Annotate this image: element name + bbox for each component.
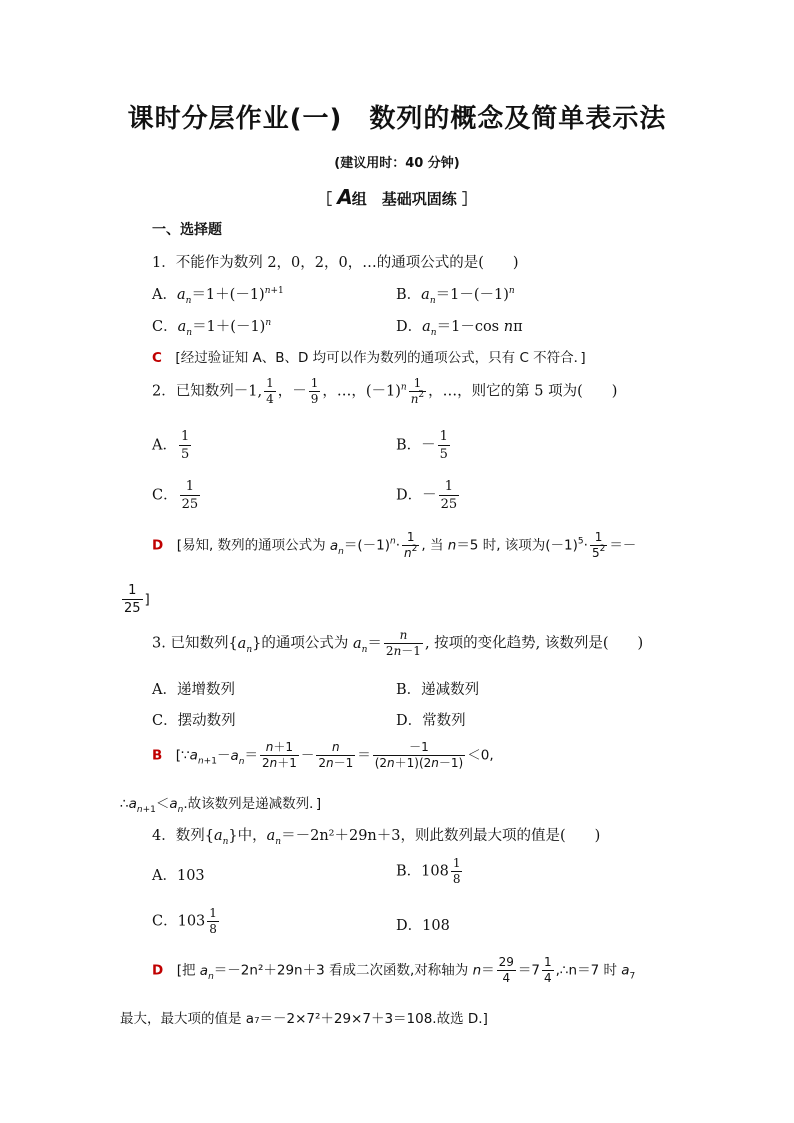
question-3-option-c: C．摆动数列	[152, 713, 236, 729]
question-4-option-c: C．103 $\frac{1}{8}$	[152, 906, 217, 936]
question-4-solution: D [把 $a_n=-2n^2+29n+3$ 看成二次函数,对称轴为 n＝ $\frac{29}{4}$ ＝7 $\frac{1}{4}$ ,∴n＝7 时 $a_7$	[152, 955, 636, 985]
question-2-stem: 2．已知数列－1, $\frac{1}{4}$ ，－ $\frac{1}{9}$ ，…，$(-1)^n$ $\frac{1}{n^2}$ ，…，则它的第 5 项为( )	[152, 376, 618, 406]
question-3-answer: B	[152, 747, 163, 764]
question-4-option-d: D．108	[396, 918, 450, 934]
question-3-option-b: B．递减数列	[396, 682, 480, 698]
question-3-option-a: A．递增数列	[152, 682, 235, 698]
time-note: (建议用时：40 分钟)	[334, 156, 460, 171]
group-letter: A	[337, 185, 352, 209]
question-1-option-c: C．$a_n=1+(-1)^n$	[152, 318, 272, 338]
question-4-stem: 4．数列$\{a_n\}$中，$a_n=-2n^2+29n+3$，则此数列最大项的值是( )	[152, 828, 601, 847]
question-4-solution-cont: 最大，最大项的值是 a₇＝－2×7²＋29×7＋3＝108.故选 D.]	[120, 1011, 488, 1027]
page-title: 课时分层作业(一) 数列的概念及简单表示法	[127, 104, 667, 134]
question-1-answer: C	[152, 350, 162, 366]
question-1-stem: 1．不能作为数列 2，0，2，0，…的通项公式的是( )	[152, 255, 519, 271]
question-1-solution: C [经过验证知 A、B、D 均可以作为数列的通项公式，只有 C 不符合．]	[152, 350, 586, 366]
question-2-option-b: B．－ $\frac{1}{5}$	[396, 429, 448, 462]
question-1-option-b: B．$a_n=1-(-1)^n$	[396, 286, 515, 306]
question-3-stem: 3. 已知数列$\{a_n\}$的通项公式为 $a_n=$ $\frac{n}{2n-1}$ , 按项的变化趋势, 该数列是( )	[152, 628, 644, 658]
question-3-option-d: D．常数列	[396, 713, 466, 729]
question-2-solution-cont: $\frac{1}{25}$ ]	[124, 583, 150, 616]
question-2-option-c: C． $\frac{1}{25}$	[152, 479, 199, 512]
group-label: 组 基础巩固练	[351, 190, 457, 208]
question-4-option-b: B．108 $\frac{1}{8}$	[396, 856, 461, 886]
question-4-answer: D	[152, 962, 164, 979]
question-2-answer: D	[152, 537, 164, 554]
group-heading: ［ A组 基础巩固练 ］	[317, 185, 477, 209]
section-heading: 一、选择题	[152, 222, 222, 238]
question-3-solution: B [$\because a_{n+1}-a_n=$ $\frac{n+1}{2n+1}$ － $\frac{n}{2n-1}$ ＝ $\frac{-1}{(2n+1)(2n-1)}$ ＜0,	[152, 740, 494, 770]
question-2-solution: D [易知, 数列的通项公式为 $a_n=(-1)^n\cdot$ $\frac{1}{n^2}$ , 当 n＝5 时, 该项为$(-1)^5\cdot$ $\frac{1}{5^2}$ ＝－	[152, 530, 637, 560]
question-1-option-d: D．$a_n=1-\cos$ nπ	[396, 319, 523, 338]
question-2-option-d: D．－ $\frac{1}{25}$	[396, 479, 458, 512]
question-1-option-a: A．$a_n=1+(-1)^{n+1}$	[152, 286, 284, 306]
question-3-solution-cont: $\therefore a_{n+1}<a_n$.故该数列是递减数列．]	[120, 796, 322, 815]
question-4-option-a: A．103	[152, 868, 205, 884]
question-2-option-a: A． $\frac{1}{5}$	[152, 429, 190, 462]
